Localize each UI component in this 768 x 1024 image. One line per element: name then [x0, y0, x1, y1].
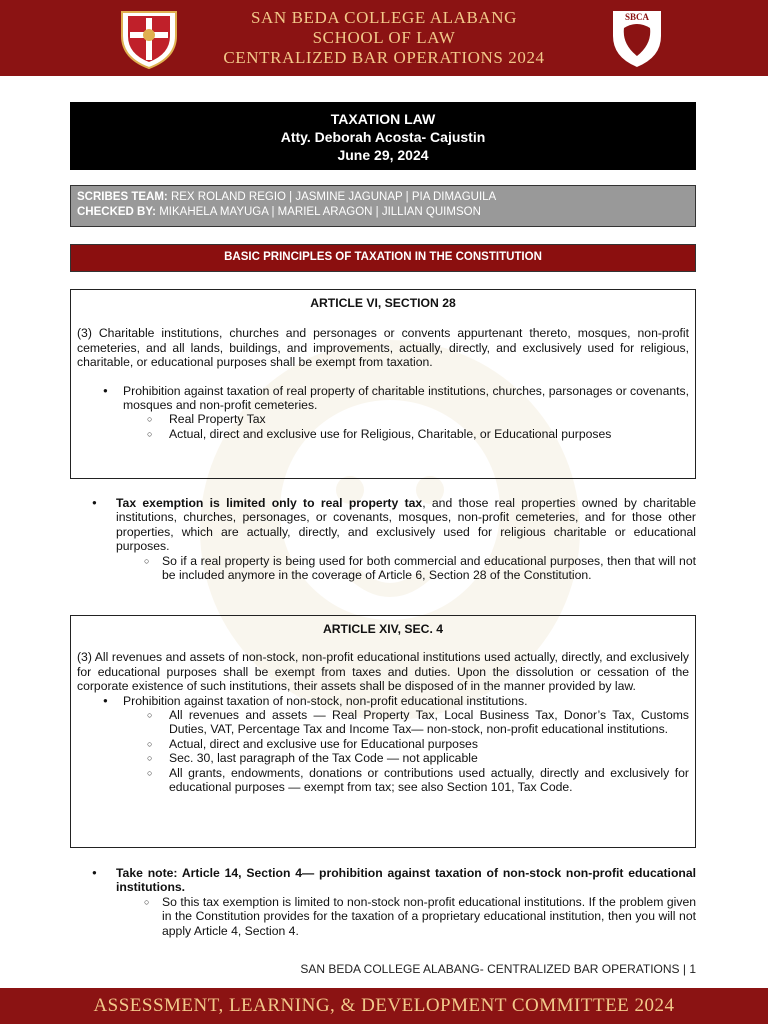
note-2	[70, 866, 696, 938]
subject-title: TAXATION LAW	[330, 111, 436, 127]
article-vi-title: ARTICLE VI, SECTION 28	[310, 296, 456, 310]
section-title: BASIC PRINCIPLES OF TAXATION IN THE CONSTITUTION	[70, 244, 696, 272]
list-item: ○ Real Property Tax	[123, 412, 689, 426]
lecture-date: June 29, 2024	[337, 147, 429, 163]
scribes-team-label: SCRIBES TEAM:	[77, 191, 168, 203]
note-1-bold: Tax exemption is limited only to real property tax	[116, 496, 423, 510]
scribes-box	[70, 185, 696, 227]
list-item: ○ So if a real property is being used for both commercial and educational purposes, then that will not be included anymore in the coverage of Article 6, Section 28 of the Constitution.	[116, 554, 696, 583]
list-item: ○ All grants, endowments, donations or contributions used actually, directly and exclusively for educational purposes — exempt from tax; see also Section 101, Tax Code.	[123, 766, 689, 795]
header-line-2: SCHOOL OF LAW	[312, 28, 456, 47]
article-xiv-text: (3) All revenues and assets of non-stock, non-profit educational institutions used actually, directly, and exclusively for educational purposes shall be exempt from taxes and duties. Upon the dissolution or cessation of the corporate existence of such institutions, their assets shall be disposed of in the manner provided by law.	[77, 650, 689, 694]
article-vi-bullet: Prohibition against taxation of real property of charitable institutions, churches, parsonages or covenants, mosques and non-profit cemeteries.	[123, 383, 689, 413]
checked-by: MIKAHELA MAYUGA | MARIEL ARAGON | JILLIAN QUIMSON	[159, 206, 481, 218]
article-vi-box	[70, 289, 696, 479]
scribes-team: REX ROLAND REGIO | JASMINE JAGUNAP | PIA DIMAGUILA	[170, 191, 497, 203]
note-1	[70, 496, 696, 582]
header-band	[0, 0, 768, 76]
checked-by-label: CHECKED BY:	[77, 206, 157, 218]
list-item	[77, 384, 689, 442]
note-1-text: , and those real properties owned by charitable institutions, churches, personages, or covenants, mosques, non-profit cemeteries, and for those other properties, which are actually, directly, and exclusively used for religious charitable or educational purposes.	[116, 496, 696, 554]
list-item	[70, 496, 696, 582]
list-item: ○ Sec. 30, last paragraph of the Tax Code — not applicable	[123, 751, 689, 765]
sbca-shield-icon	[604, 6, 670, 70]
article-vi-text: (3) Charitable institutions, churches and personages or convents appurtenant thereto, mosques, non-profit cemeteries, and all lands, buildings, and improvements, actually, directly, and exclusively used for religious, charitable, or educational purposes shall be exempt from taxation.	[77, 326, 689, 370]
header-line-3: CENTRALIZED BAR OPERATIONS 2024	[223, 48, 545, 67]
list-item: ○ So this tax exemption is limited to non-stock non-profit educational institutions. If the problem given in the Constitution provides for the taxation of a proprietary educational institution, then you will not apply Article 4, Section 4.	[116, 895, 696, 938]
page-footer: SAN BEDA COLLEGE ALABANG- CENTRALIZED BAR OPERATIONS | 1	[300, 962, 696, 976]
article-xiv-box	[70, 615, 696, 848]
list-item: ○ All revenues and assets — Real Property Tax, Local Business Tax, Donor’s Tax, Customs Duties, VAT, Percentage Tax and Income Tax— non-stock, non-profit educational institutions.	[123, 708, 689, 737]
list-item: ○ Actual, direct and exclusive use for Religious, Charitable, or Educational purposes	[123, 427, 689, 441]
crest-label: SBCA	[624, 12, 650, 22]
lecturer-name: Atty. Deborah Acosta- Cajustin	[280, 129, 486, 145]
list-item: ○ Actual, direct and exclusive use for Educational purposes	[123, 737, 689, 751]
footer-band: ASSESSMENT, LEARNING, & DEVELOPMENT COMMITTEE 2024	[0, 988, 768, 1024]
list-item	[70, 866, 696, 938]
article-xiv-title: ARTICLE XIV, SEC. 4	[322, 622, 444, 636]
list-item	[77, 694, 689, 795]
article-xiv-bullet: Prohibition against taxation of non-stock, non-profit educational institutions.	[123, 693, 528, 708]
header-line-1: SAN BEDA COLLEGE ALABANG	[250, 8, 518, 27]
lecture-title-box	[70, 102, 696, 170]
note-2-bold: Take note: Article 14, Section 4— prohibition against taxation of non-stock non-profit educational institutions.	[116, 866, 696, 895]
